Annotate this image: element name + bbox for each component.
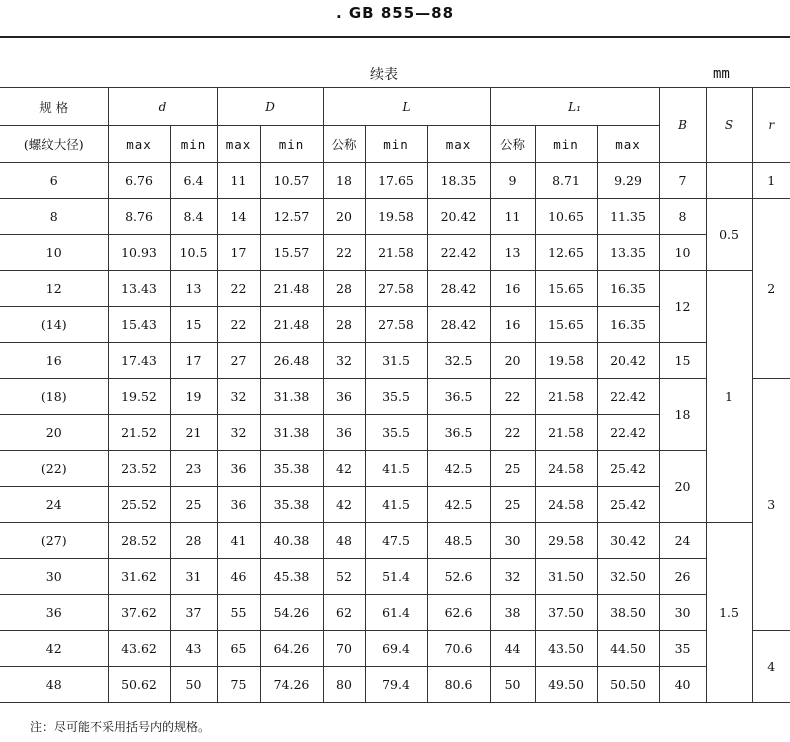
cell-d-max: 37.62 bbox=[108, 595, 170, 631]
D-min-header: min bbox=[260, 126, 323, 163]
cell-l-max: 18.35 bbox=[427, 163, 490, 199]
cell-l1-max: 13.35 bbox=[597, 235, 659, 271]
cell-l1-max: 22.42 bbox=[597, 415, 659, 451]
cell-l-min: 41.5 bbox=[365, 451, 427, 487]
cell-l-min: 27.58 bbox=[365, 307, 427, 343]
cell-l1-min: 37.50 bbox=[535, 595, 597, 631]
cell-d-max: 36 bbox=[217, 451, 260, 487]
cell-d-max: 14 bbox=[217, 199, 260, 235]
cell-l-max: 70.6 bbox=[427, 631, 490, 667]
cell-spec: (27) bbox=[0, 523, 108, 559]
dimension-table bbox=[0, 87, 790, 703]
B-header: B bbox=[659, 88, 706, 163]
r-header: r bbox=[752, 88, 790, 163]
cell-B-group: 20 bbox=[659, 451, 706, 523]
cell-d-max: 17.43 bbox=[108, 343, 170, 379]
cell-spec: 42 bbox=[0, 631, 108, 667]
cell-d-max: 50.62 bbox=[108, 667, 170, 703]
cell-spec: (18) bbox=[0, 379, 108, 415]
table-row bbox=[0, 199, 790, 235]
cell-l-nom: 36 bbox=[323, 379, 365, 415]
cell-l-min: 51.4 bbox=[365, 559, 427, 595]
cell-B-group: 15 bbox=[659, 343, 706, 379]
table-body bbox=[0, 163, 790, 703]
cell-d-min: 8.4 bbox=[170, 199, 217, 235]
unit-label: mm bbox=[713, 66, 730, 82]
cell-l-min: 35.5 bbox=[365, 379, 427, 415]
cell-d-max: 32 bbox=[217, 379, 260, 415]
cell-l-max: 48.5 bbox=[427, 523, 490, 559]
cell-l1-nom: 30 bbox=[490, 523, 535, 559]
L1-nominal-header: 公称 bbox=[490, 126, 535, 163]
cell-S-group: 0.5 bbox=[706, 199, 752, 271]
cell-l-max: 80.6 bbox=[427, 667, 490, 703]
cell-B-group: 26 bbox=[659, 559, 706, 595]
cell-d-min: 45.38 bbox=[260, 559, 323, 595]
L-header: L bbox=[323, 88, 490, 126]
cell-l-max: 62.6 bbox=[427, 595, 490, 631]
cell-l1-min: 43.50 bbox=[535, 631, 597, 667]
L1-min-header: min bbox=[535, 126, 597, 163]
cell-l-max: 20.42 bbox=[427, 199, 490, 235]
cell-spec: 6 bbox=[0, 163, 108, 199]
cell-l-nom: 32 bbox=[323, 343, 365, 379]
cell-d-min: 25 bbox=[170, 487, 217, 523]
cell-d-min: 15 bbox=[170, 307, 217, 343]
cell-l1-min: 15.65 bbox=[535, 307, 597, 343]
cell-l1-min: 15.65 bbox=[535, 271, 597, 307]
cell-l-max: 32.5 bbox=[427, 343, 490, 379]
cell-l1-nom: 44 bbox=[490, 631, 535, 667]
cell-l-nom: 48 bbox=[323, 523, 365, 559]
cell-l-max: 22.42 bbox=[427, 235, 490, 271]
cell-d-min: 43 bbox=[170, 631, 217, 667]
cell-l-min: 27.58 bbox=[365, 271, 427, 307]
L1-header: L₁ bbox=[490, 88, 659, 126]
cell-B-group: 7 bbox=[659, 163, 706, 199]
cell-l-nom: 18 bbox=[323, 163, 365, 199]
cell-l1-nom: 50 bbox=[490, 667, 535, 703]
cell-l-max: 36.5 bbox=[427, 415, 490, 451]
cell-l1-min: 49.50 bbox=[535, 667, 597, 703]
L-max-header: max bbox=[427, 126, 490, 163]
cell-l-nom: 42 bbox=[323, 451, 365, 487]
cell-d-max: 22 bbox=[217, 271, 260, 307]
table-row bbox=[0, 163, 790, 199]
cell-spec: 12 bbox=[0, 271, 108, 307]
cell-l-nom: 80 bbox=[323, 667, 365, 703]
cell-d-max: 8.76 bbox=[108, 199, 170, 235]
cell-l1-max: 22.42 bbox=[597, 379, 659, 415]
cell-d-max: 13.43 bbox=[108, 271, 170, 307]
cell-d-min: 12.57 bbox=[260, 199, 323, 235]
cell-d-min: 35.38 bbox=[260, 451, 323, 487]
cell-spec: (22) bbox=[0, 451, 108, 487]
cell-B-group: 8 bbox=[659, 199, 706, 235]
cell-r-group: 1 bbox=[752, 163, 790, 199]
cell-r-group: 2 bbox=[752, 199, 790, 379]
table-row bbox=[0, 631, 790, 667]
cell-d-max: 6.76 bbox=[108, 163, 170, 199]
cell-l-nom: 62 bbox=[323, 595, 365, 631]
cell-l-nom: 42 bbox=[323, 487, 365, 523]
cell-d-min: 35.38 bbox=[260, 487, 323, 523]
cell-B-group: 40 bbox=[659, 667, 706, 703]
cell-S-group: 1.5 bbox=[706, 523, 752, 703]
cell-d-min: 50 bbox=[170, 667, 217, 703]
cell-l1-nom: 9 bbox=[490, 163, 535, 199]
cell-d-max: 10.93 bbox=[108, 235, 170, 271]
L-min-header: min bbox=[365, 126, 427, 163]
cell-l1-max: 32.50 bbox=[597, 559, 659, 595]
cell-l-nom: 28 bbox=[323, 271, 365, 307]
cell-d-max: 27 bbox=[217, 343, 260, 379]
cell-l1-nom: 16 bbox=[490, 271, 535, 307]
cell-l1-nom: 11 bbox=[490, 199, 535, 235]
cell-d-min: 26.48 bbox=[260, 343, 323, 379]
cell-d-max: 46 bbox=[217, 559, 260, 595]
cell-l-min: 69.4 bbox=[365, 631, 427, 667]
cell-l-nom: 20 bbox=[323, 199, 365, 235]
cell-d-min: 31 bbox=[170, 559, 217, 595]
cell-d-min: 23 bbox=[170, 451, 217, 487]
cell-d-min: 31.38 bbox=[260, 415, 323, 451]
cell-l-min: 35.5 bbox=[365, 415, 427, 451]
spec-subheader: (螺纹大径) bbox=[0, 126, 108, 163]
cell-spec: (14) bbox=[0, 307, 108, 343]
cell-l-min: 21.58 bbox=[365, 235, 427, 271]
cell-l-min: 17.65 bbox=[365, 163, 427, 199]
table-row bbox=[0, 595, 790, 631]
header-rule bbox=[0, 36, 790, 38]
table-row bbox=[0, 667, 790, 703]
cell-d-max: 11 bbox=[217, 163, 260, 199]
d-header: d bbox=[108, 88, 217, 126]
cell-l-nom: 52 bbox=[323, 559, 365, 595]
cell-d-max: 28.52 bbox=[108, 523, 170, 559]
cell-l1-nom: 22 bbox=[490, 415, 535, 451]
cell-d-min: 13 bbox=[170, 271, 217, 307]
cell-B-group: 35 bbox=[659, 631, 706, 667]
cell-r-group: 3 bbox=[752, 379, 790, 631]
cell-d-min: 74.26 bbox=[260, 667, 323, 703]
cell-d-min: 21 bbox=[170, 415, 217, 451]
cell-d-max: 23.52 bbox=[108, 451, 170, 487]
cell-d-min: 15.57 bbox=[260, 235, 323, 271]
cell-spec: 36 bbox=[0, 595, 108, 631]
cell-l1-nom: 16 bbox=[490, 307, 535, 343]
cell-B-group: 10 bbox=[659, 235, 706, 271]
cell-l-min: 61.4 bbox=[365, 595, 427, 631]
cell-l1-nom: 25 bbox=[490, 487, 535, 523]
cell-d-min: 19 bbox=[170, 379, 217, 415]
cell-l-max: 42.5 bbox=[427, 487, 490, 523]
cell-d-min: 28 bbox=[170, 523, 217, 559]
cell-l1-min: 31.50 bbox=[535, 559, 597, 595]
cell-d-max: 65 bbox=[217, 631, 260, 667]
cell-d-max: 15.43 bbox=[108, 307, 170, 343]
cell-d-max: 25.52 bbox=[108, 487, 170, 523]
cell-d-min: 6.4 bbox=[170, 163, 217, 199]
cell-d-min: 17 bbox=[170, 343, 217, 379]
cell-d-min: 54.26 bbox=[260, 595, 323, 631]
table-row bbox=[0, 271, 790, 307]
cell-d-max: 75 bbox=[217, 667, 260, 703]
L1-max-header: max bbox=[597, 126, 659, 163]
cell-B-group: 12 bbox=[659, 271, 706, 343]
cell-l-max: 28.42 bbox=[427, 307, 490, 343]
table-row bbox=[0, 379, 790, 415]
cell-l1-nom: 13 bbox=[490, 235, 535, 271]
cell-l1-min: 21.58 bbox=[535, 415, 597, 451]
cell-l1-min: 24.58 bbox=[535, 451, 597, 487]
header-row-1 bbox=[0, 88, 790, 126]
cell-l-min: 79.4 bbox=[365, 667, 427, 703]
cell-l-max: 36.5 bbox=[427, 379, 490, 415]
continued-label: 续表 bbox=[370, 67, 398, 83]
cell-B-group: 30 bbox=[659, 595, 706, 631]
cell-spec: 10 bbox=[0, 235, 108, 271]
cell-l1-min: 8.71 bbox=[535, 163, 597, 199]
cell-d-min: 10.5 bbox=[170, 235, 217, 271]
cell-l1-max: 50.50 bbox=[597, 667, 659, 703]
cell-l1-max: 11.35 bbox=[597, 199, 659, 235]
cell-l1-max: 38.50 bbox=[597, 595, 659, 631]
cell-l1-min: 29.58 bbox=[535, 523, 597, 559]
cell-l1-max: 25.42 bbox=[597, 451, 659, 487]
D-max-header: max bbox=[217, 126, 260, 163]
cell-l-max: 28.42 bbox=[427, 271, 490, 307]
cell-d-min: 37 bbox=[170, 595, 217, 631]
cell-l1-min: 10.65 bbox=[535, 199, 597, 235]
cell-spec: 24 bbox=[0, 487, 108, 523]
cell-l1-max: 44.50 bbox=[597, 631, 659, 667]
footnote: 注：尽可能不采用括号内的规格。 bbox=[30, 720, 211, 734]
table-row bbox=[0, 559, 790, 595]
L-nominal-header: 公称 bbox=[323, 126, 365, 163]
cell-d-max: 36 bbox=[217, 487, 260, 523]
d-min-header: min bbox=[170, 126, 217, 163]
S-header: S bbox=[706, 88, 752, 163]
cell-S-group: 1 bbox=[706, 271, 752, 523]
cell-l-max: 52.6 bbox=[427, 559, 490, 595]
cell-d-max: 22 bbox=[217, 307, 260, 343]
cell-d-max: 41 bbox=[217, 523, 260, 559]
cell-l1-max: 30.42 bbox=[597, 523, 659, 559]
cell-d-max: 21.52 bbox=[108, 415, 170, 451]
cell-l-nom: 70 bbox=[323, 631, 365, 667]
cell-l1-max: 25.42 bbox=[597, 487, 659, 523]
cell-l-min: 47.5 bbox=[365, 523, 427, 559]
cell-spec: 48 bbox=[0, 667, 108, 703]
cell-d-max: 55 bbox=[217, 595, 260, 631]
cell-l1-nom: 22 bbox=[490, 379, 535, 415]
table-row bbox=[0, 523, 790, 559]
cell-l1-min: 24.58 bbox=[535, 487, 597, 523]
cell-l1-min: 12.65 bbox=[535, 235, 597, 271]
cell-spec: 30 bbox=[0, 559, 108, 595]
cell-l1-max: 20.42 bbox=[597, 343, 659, 379]
table-row bbox=[0, 343, 790, 379]
D-header: D bbox=[217, 88, 323, 126]
cell-d-min: 64.26 bbox=[260, 631, 323, 667]
cell-l1-min: 19.58 bbox=[535, 343, 597, 379]
cell-B-group: 24 bbox=[659, 523, 706, 559]
cell-l-nom: 28 bbox=[323, 307, 365, 343]
cell-S-group bbox=[706, 163, 752, 199]
cell-l-min: 19.58 bbox=[365, 199, 427, 235]
table-row bbox=[0, 451, 790, 487]
cell-d-max: 31.62 bbox=[108, 559, 170, 595]
cell-d-max: 43.62 bbox=[108, 631, 170, 667]
cell-l-min: 41.5 bbox=[365, 487, 427, 523]
cell-l-min: 31.5 bbox=[365, 343, 427, 379]
table-row bbox=[0, 235, 790, 271]
cell-d-min: 21.48 bbox=[260, 271, 323, 307]
cell-d-max: 17 bbox=[217, 235, 260, 271]
cell-d-max: 19.52 bbox=[108, 379, 170, 415]
cell-B-group: 18 bbox=[659, 379, 706, 451]
cell-l1-max: 16.35 bbox=[597, 271, 659, 307]
spec-header: 规 格 bbox=[0, 88, 108, 126]
cell-l-nom: 36 bbox=[323, 415, 365, 451]
cell-d-min: 21.48 bbox=[260, 307, 323, 343]
cell-l1-max: 9.29 bbox=[597, 163, 659, 199]
cell-d-min: 31.38 bbox=[260, 379, 323, 415]
cell-l1-nom: 32 bbox=[490, 559, 535, 595]
standard-header: . GB 855—88 bbox=[335, 4, 455, 22]
cell-spec: 8 bbox=[0, 199, 108, 235]
d-max-header: max bbox=[108, 126, 170, 163]
cell-l-nom: 22 bbox=[323, 235, 365, 271]
cell-spec: 20 bbox=[0, 415, 108, 451]
cell-d-max: 32 bbox=[217, 415, 260, 451]
cell-l1-max: 16.35 bbox=[597, 307, 659, 343]
cell-l1-nom: 25 bbox=[490, 451, 535, 487]
cell-l1-nom: 38 bbox=[490, 595, 535, 631]
cell-d-min: 10.57 bbox=[260, 163, 323, 199]
cell-l1-min: 21.58 bbox=[535, 379, 597, 415]
cell-r-group: 4 bbox=[752, 631, 790, 703]
cell-spec: 16 bbox=[0, 343, 108, 379]
cell-d-min: 40.38 bbox=[260, 523, 323, 559]
cell-l1-nom: 20 bbox=[490, 343, 535, 379]
cell-l-max: 42.5 bbox=[427, 451, 490, 487]
